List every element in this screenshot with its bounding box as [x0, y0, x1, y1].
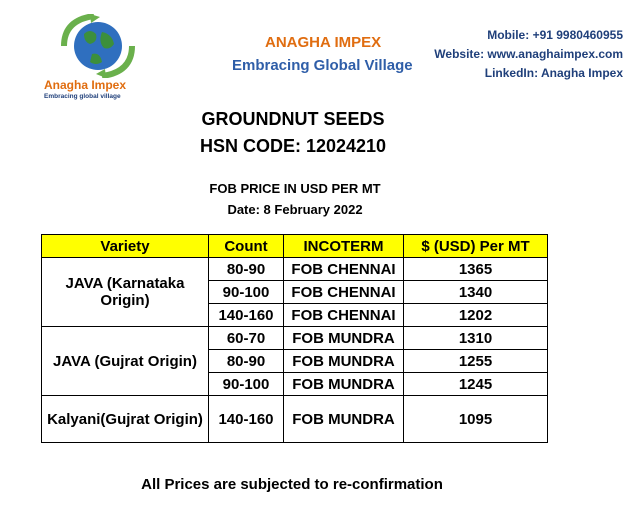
- price-date: Date: 8 February 2022: [227, 202, 363, 217]
- incoterm-cell: FOB MUNDRA: [284, 373, 404, 396]
- incoterm-cell: FOB CHENNAI: [284, 281, 404, 304]
- price-cell: 1202: [404, 304, 548, 327]
- price-cell: 1310: [404, 327, 548, 350]
- count-cell: 90-100: [209, 373, 284, 396]
- count-cell: 80-90: [209, 350, 284, 373]
- website-link[interactable]: Website: www.anaghaimpex.com: [434, 47, 623, 61]
- price-cell: 1255: [404, 350, 548, 373]
- count-cell: 80-90: [209, 258, 284, 281]
- mobile-number: Mobile: +91 9980460955: [487, 28, 623, 42]
- company-name: ANAGHA IMPEX: [265, 34, 382, 51]
- logo-tagline: Embracing global village: [44, 93, 121, 100]
- table-row: [42, 258, 548, 281]
- table-header-row: [42, 235, 548, 258]
- header-count: Count: [209, 235, 284, 258]
- price-cell: 1245: [404, 373, 548, 396]
- price-cell: 1095: [404, 396, 548, 443]
- count-cell: 90-100: [209, 281, 284, 304]
- doc-title: GROUNDNUT SEEDS: [201, 109, 385, 129]
- incoterm-cell: FOB MUNDRA: [284, 396, 404, 443]
- price-cell: 1340: [404, 281, 548, 304]
- price-basis: FOB PRICE IN USD PER MT: [209, 181, 381, 196]
- incoterm-cell: FOB CHENNAI: [284, 304, 404, 327]
- table-row: [42, 396, 548, 443]
- price-table: [41, 234, 548, 443]
- incoterm-cell: FOB CHENNAI: [284, 258, 404, 281]
- variety-cell: JAVA (Karnataka Origin): [42, 258, 209, 327]
- hsn-code: HSN CODE: 12024210: [199, 136, 387, 156]
- header-price: $ (USD) Per MT: [404, 235, 548, 258]
- header-variety: Variety: [42, 235, 209, 258]
- count-cell: 140-160: [209, 304, 284, 327]
- header-incoterm: INCOTERM: [284, 235, 404, 258]
- price-cell: 1365: [404, 258, 548, 281]
- reconfirmation-note: All Prices are subjected to re-confirmation: [141, 476, 443, 493]
- company-logo: [44, 14, 156, 104]
- globe-icon: [50, 14, 146, 78]
- incoterm-cell: FOB MUNDRA: [284, 350, 404, 373]
- logo-name: Anagha Impex: [44, 78, 127, 92]
- incoterm-cell: FOB MUNDRA: [284, 327, 404, 350]
- company-tagline: Embracing Global Village: [232, 57, 413, 74]
- count-cell: 60-70: [209, 327, 284, 350]
- linkedin-link[interactable]: LinkedIn: Anagha Impex: [484, 66, 623, 80]
- contact-block: [434, 26, 623, 83]
- count-cell: 140-160: [209, 396, 284, 443]
- variety-cell: JAVA (Gujrat Origin): [42, 327, 209, 396]
- variety-cell: Kalyani(Gujrat Origin): [42, 396, 209, 443]
- table-row: [42, 327, 548, 350]
